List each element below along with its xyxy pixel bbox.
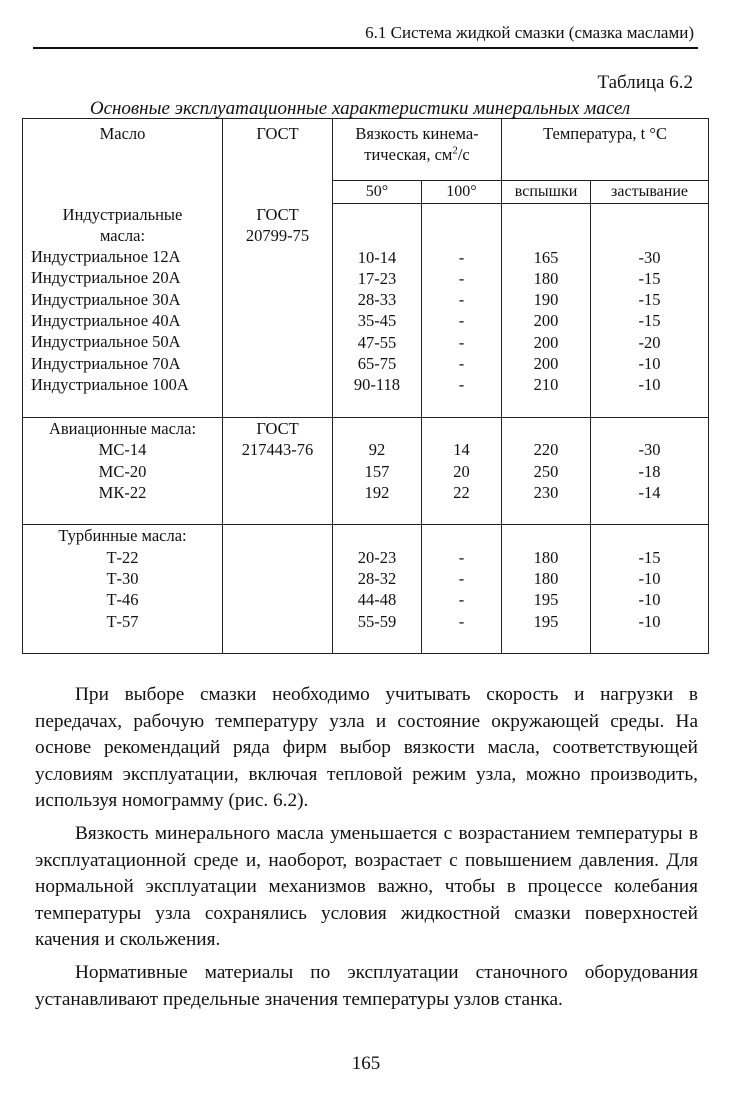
blank-line (422, 396, 501, 417)
cell-value: -30 (638, 247, 661, 267)
cell-value: -14 (638, 482, 661, 502)
oil-name-cell (23, 525, 223, 654)
cell-value: 90-118 (353, 375, 401, 395)
gost-cell (223, 417, 333, 524)
header-viscosity-sup: 2 (452, 144, 458, 157)
cell-value: - (458, 611, 465, 631)
oil-name: МС-20 (98, 461, 147, 481)
blank-line (333, 503, 421, 524)
gost-cell (223, 204, 333, 418)
cell-value: - (458, 375, 465, 395)
blank-line (223, 482, 332, 503)
blank-line (23, 503, 222, 524)
cell-value: 14 (453, 440, 470, 460)
oil-name: МК-22 (98, 482, 147, 502)
blank-line (333, 204, 421, 225)
viscosity-100-cell (422, 525, 502, 654)
pour-point-cell (591, 417, 709, 524)
cell-value: - (458, 547, 465, 567)
cell-value: 190 (533, 290, 559, 310)
blank-line (591, 525, 708, 546)
cell-value: -10 (638, 590, 661, 610)
cell-value: 165 (533, 247, 559, 267)
blank-line (333, 525, 421, 546)
cell-value: 28-33 (357, 290, 397, 310)
cell-value: 92 (368, 440, 386, 460)
viscosity-50-cell (333, 525, 422, 654)
flash-point-cell (502, 204, 591, 418)
oil-name: Индустриальное 40А (31, 310, 181, 330)
cell-value: - (458, 332, 465, 352)
cell-value: -10 (638, 375, 661, 395)
cell-value: -10 (638, 611, 661, 631)
oil-name: Индустриальное 20А (31, 268, 181, 288)
gost-cell (223, 525, 333, 654)
cell-value: 192 (364, 482, 390, 502)
oil-name: Т-46 (106, 590, 139, 610)
body-text (35, 682, 698, 1013)
cell-value: -20 (638, 332, 661, 352)
paragraph: При выборе смазки необходимо учитывать скорость и нагрузки в передачах, рабочую температуру узла и состояние окружающей среды. На основе рекомендаций ряда фирм выбор вязкости масла, соответствующей условиям эксплуатации, включая тепловой режим узла, можно производить, используя номограмму (рис. 6.2). (35, 684, 698, 812)
blank-line (591, 396, 708, 417)
blank-line (223, 461, 332, 482)
blank-line (223, 547, 332, 568)
blank-line (422, 204, 501, 225)
blank-line (333, 632, 421, 653)
blank-line (223, 246, 332, 267)
cell-value: 195 (533, 590, 559, 610)
running-head: 6.1 Система жидкой смазки (смазка маслами) (365, 23, 694, 42)
blank-line (502, 418, 590, 439)
viscosity-100-cell (422, 204, 502, 418)
viscosity-50-cell (333, 417, 422, 524)
cell-value: 65-75 (357, 354, 397, 374)
blank-line (422, 503, 501, 524)
viscosity-100-cell (422, 417, 502, 524)
oil-name: Индустриальное 50А (31, 332, 181, 352)
cell-value: - (458, 311, 465, 331)
cell-value: 22 (453, 482, 470, 502)
cell-value: - (458, 354, 465, 374)
flash-point-cell (502, 525, 591, 654)
cell-value: 210 (533, 375, 559, 395)
blank-line (422, 225, 501, 246)
header-pour: застывание (591, 181, 709, 204)
cell-value: 20 (453, 461, 470, 481)
blank-line (223, 611, 332, 632)
cell-value: 17-23 (357, 268, 397, 288)
blank-line (223, 503, 332, 524)
cell-value: -30 (638, 440, 661, 460)
cell-value: 180 (533, 268, 559, 288)
cell-value: 180 (533, 547, 559, 567)
header-t50: 50° (333, 181, 422, 204)
page-number: 165 (351, 1053, 381, 1074)
cell-value: 10-14 (357, 247, 397, 267)
oil-name: Т-57 (106, 611, 139, 631)
cell-value: 55-59 (357, 611, 397, 631)
header-oil: Масло (23, 119, 223, 204)
oil-name: Индустриальное 70А (31, 353, 181, 373)
blank-line (223, 289, 332, 310)
header-viscosity-line1: Вязкость кинема- (355, 124, 479, 143)
header-gost: ГОСТ (223, 119, 333, 204)
blank-line (333, 418, 421, 439)
pour-point-cell (591, 525, 709, 654)
pour-point-cell (591, 204, 709, 418)
cell-value: - (458, 247, 465, 267)
blank-line (502, 225, 590, 246)
blank-line (23, 632, 222, 653)
header-rule (33, 47, 698, 49)
group-title: Турбинные масла: (58, 526, 187, 546)
cell-value: 230 (533, 482, 559, 502)
blank-line (422, 525, 501, 546)
blank-line (591, 204, 708, 225)
cell-value: - (458, 569, 465, 589)
cell-value: -15 (638, 311, 661, 331)
oil-name: Индустриальное 12А (31, 247, 181, 267)
gost-text: 217443-76 (241, 440, 314, 460)
gost-text: ГОСТ (256, 204, 299, 224)
blank-line (591, 225, 708, 246)
oil-name-cell (23, 417, 223, 524)
cell-value: -10 (638, 569, 661, 589)
blank-line (223, 395, 332, 416)
table-group (23, 204, 709, 418)
oil-name: Т-22 (106, 547, 139, 567)
cell-value: - (458, 268, 465, 288)
cell-value: 200 (533, 332, 559, 352)
cell-value: 47-55 (357, 332, 397, 352)
blank-line (333, 396, 421, 417)
blank-line (223, 267, 332, 288)
header-temperature: Температура, t °С (502, 119, 709, 181)
blank-line (223, 525, 332, 546)
paragraph: Вязкость минерального масла уменьшается с возрастанием температуры в эксплуатационной среде и, наоборот, возрастает с повышением давления. Для нормальной эксплуатации механизмов важно, чтобы в процессе колебания температуры узла сохранялись условия жидкостной смазки поверхностей качения и скольжения. (35, 822, 698, 951)
cell-value: 28-32 (357, 569, 397, 589)
cell-value: 180 (533, 569, 559, 589)
cell-value: 250 (533, 461, 559, 481)
blank-line (502, 503, 590, 524)
blank-line (502, 632, 590, 653)
table-group (23, 417, 709, 524)
cell-value: -18 (638, 461, 661, 481)
oil-name: Т-30 (106, 569, 139, 589)
cell-value: 35-45 (357, 311, 397, 331)
blank-line (591, 632, 708, 653)
blank-line (502, 525, 590, 546)
blank-line (223, 632, 332, 653)
blank-line (502, 204, 590, 225)
table-group (23, 525, 709, 654)
cell-value: 200 (533, 311, 559, 331)
gost-text: 20799-75 (245, 225, 310, 245)
blank-line (591, 503, 708, 524)
blank-line (223, 589, 332, 610)
header-flash: вспышки (502, 181, 591, 204)
blank-line (223, 331, 332, 352)
cell-value: -10 (638, 354, 661, 374)
blank-line (422, 418, 501, 439)
oil-name: Индустриальное 30А (31, 289, 181, 309)
cell-value: 195 (533, 611, 559, 631)
cell-value: 20-23 (357, 547, 397, 567)
cell-value: -15 (638, 268, 661, 288)
group-title: масла: (99, 225, 146, 245)
oil-name: МС-14 (98, 440, 147, 460)
oil-characteristics-table (22, 118, 709, 654)
gost-text: ГОСТ (256, 418, 299, 438)
group-title: Авиационные масла: (48, 418, 197, 438)
flash-point-cell (502, 417, 591, 524)
table-caption: Основные эксплуатационные характеристики минеральных масел (89, 98, 631, 119)
blank-line (422, 632, 501, 653)
cell-value: 44-48 (357, 590, 397, 610)
viscosity-50-cell (333, 204, 422, 418)
blank-line (502, 396, 590, 417)
header-viscosity (333, 119, 502, 181)
cell-value: 220 (533, 440, 559, 460)
cell-value: 157 (364, 461, 390, 481)
blank-line (223, 353, 332, 374)
cell-value: - (458, 290, 465, 310)
cell-value: - (458, 590, 465, 610)
group-title: Индустриальные (62, 204, 183, 224)
blank-line (223, 310, 332, 331)
blank-line (223, 374, 332, 395)
header-t100: 100° (422, 181, 502, 204)
table-number: Таблица 6.2 (597, 72, 693, 93)
header-viscosity-line2: тическая, см (364, 145, 453, 165)
blank-line (223, 568, 332, 589)
header-viscosity-unit: /с (457, 145, 470, 165)
blank-line (333, 225, 421, 246)
blank-line (591, 418, 708, 439)
paragraph: Нормативные материалы по эксплуатации станочного оборудования устанавливают предельные значения температуры узлов станка. (35, 961, 698, 1010)
cell-value: -15 (638, 547, 661, 567)
oil-name: Индустриальное 100А (31, 374, 189, 394)
blank-line (23, 395, 222, 416)
oil-name-cell (23, 204, 223, 418)
cell-value: -15 (638, 290, 661, 310)
cell-value: 200 (533, 354, 559, 374)
